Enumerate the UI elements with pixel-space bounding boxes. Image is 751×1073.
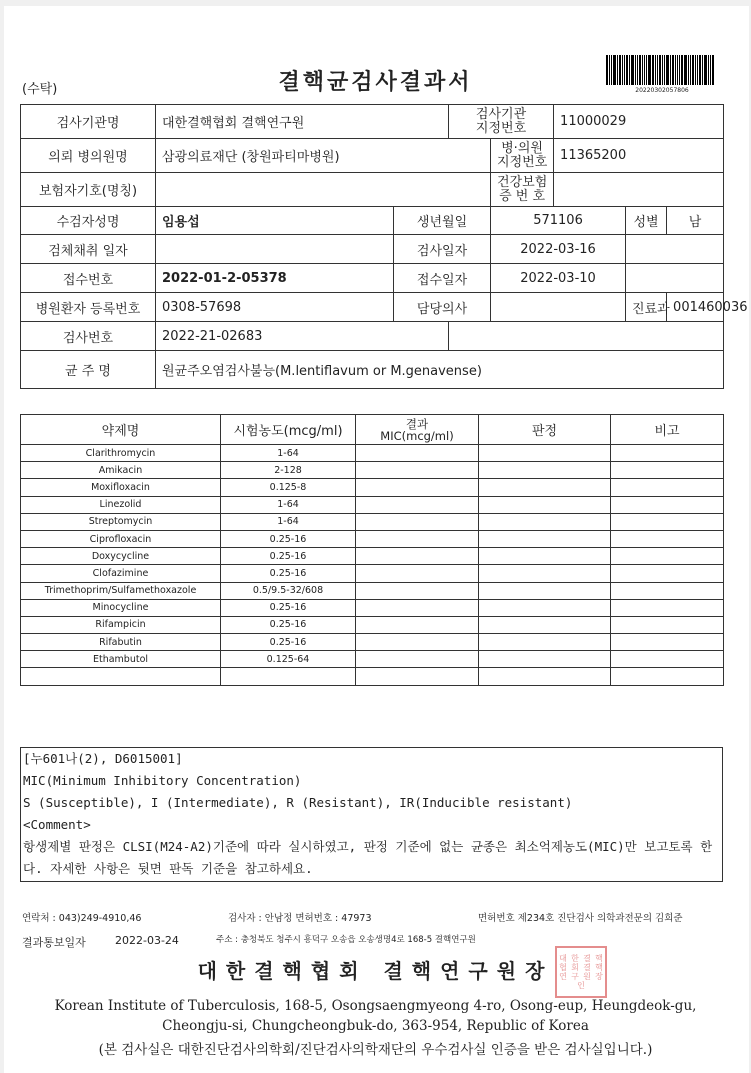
test-date-value: 2022-03-16 (491, 235, 626, 264)
drug-note (611, 565, 724, 582)
drug-judge (479, 565, 611, 582)
barcode-bar (639, 55, 641, 85)
drug-note (611, 616, 724, 633)
barcode-bar (672, 55, 674, 85)
drug-table (20, 414, 724, 686)
drug-conc: 0.25-16 (221, 634, 356, 651)
col-drug: 약제명 (21, 415, 221, 445)
barcode-bar (710, 55, 711, 85)
drug-note (611, 599, 724, 616)
barcode-bar (619, 55, 621, 85)
barcode-bar (704, 55, 707, 85)
reg-value: 0308-57698 (156, 293, 394, 322)
drug-judge (479, 616, 611, 633)
test-no-extra (449, 322, 724, 351)
test-date-label: 검사일자 (394, 235, 491, 264)
drug-name: Doxycycline (21, 548, 221, 565)
drug-name: Rifampicin (21, 616, 221, 633)
certification-text: (본 검사실은 대한진단검사의학회/진단검사의학재단의 우수검사실 인증을 받은 검사실입니다.) (98, 1042, 653, 1058)
drug-judge (479, 530, 611, 547)
address-en-line1: Korean Institute of Tuberculosis, 168-5, Osongsaengmyeong 4-ro, Osong-eup, Heungdeok-gu, (54, 998, 697, 1014)
barcode-bar (617, 55, 618, 85)
drug-name: Amikacin (21, 462, 221, 479)
barcode-bar (690, 55, 691, 85)
receipt-date-value: 2022-03-10 (491, 264, 626, 293)
comment-mic: MIC(Minimum Inhibitory Concentration) (23, 773, 302, 788)
drug-name: Linezolid (21, 496, 221, 513)
specialist-text: 면허번호 제234호 진단검사 의학과전문의 김희준 (478, 913, 683, 924)
drug-conc: 1-64 (221, 496, 356, 513)
drug-row (21, 582, 724, 599)
address-en-line2: Cheongju-si, Chungcheongbuk-do, 363-954, Republic of Korea (162, 1018, 589, 1034)
empty-cell (611, 668, 724, 685)
birth-label: 생년월일 (394, 207, 491, 235)
page-title: 결핵균검사결과서 (278, 70, 473, 95)
drug-result (356, 651, 479, 668)
barcode-bar (688, 55, 689, 85)
drug-judge (479, 651, 611, 668)
drug-name: Ethambutol (21, 651, 221, 668)
report-date-label: 결과통보일자 (22, 936, 86, 949)
drug-conc: 0.25-16 (221, 565, 356, 582)
barcode-bar (637, 55, 638, 85)
barcode-bar (606, 55, 608, 85)
drug-judge (479, 548, 611, 565)
contact-text: 연락처 : 043)249-4910,46 (22, 913, 142, 924)
insured-value (156, 173, 491, 207)
drug-conc: 0.25-16 (221, 548, 356, 565)
official-seal-icon: 대 한 결 핵 협 회 결 핵 연 구 원 장 인 (555, 946, 607, 998)
empty-cell (221, 668, 356, 685)
comment-body: 항생제별 판정은 CLSI(M24-A2)기준에 따라 실시하였고, 판정 기준에 없는 균종은 최소억제농도(MIC)만 보고토록 한다. 자세한 사항은 뒷면 판독 기준을 참고하세요. (23, 839, 713, 876)
barcode-bar (642, 55, 643, 85)
drug-result (356, 616, 479, 633)
drug-note (611, 530, 724, 547)
drug-result (356, 548, 479, 565)
col-conc: 시험농도(mcg/ml) (221, 415, 356, 445)
drug-conc: 0.5/9.5-32/608 (221, 582, 356, 599)
drug-row (21, 599, 724, 616)
drug-conc: 1-64 (221, 445, 356, 462)
barcode-bar (677, 55, 678, 85)
drug-result (356, 599, 479, 616)
barcode-bar (684, 55, 687, 85)
receipt-date-extra (626, 264, 724, 293)
hosp-code-value: 11365200 (554, 139, 724, 173)
dept-label: 진료과 (626, 293, 667, 322)
barcode-bar (679, 55, 680, 85)
drug-result (356, 496, 479, 513)
drug-name: Clofazimine (21, 565, 221, 582)
barcode-bar (666, 55, 669, 85)
drug-result (356, 565, 479, 582)
drug-conc: 0.25-16 (221, 616, 356, 633)
report-date-value: 2022-03-24 (115, 934, 179, 947)
organism-label: 균 주 명 (21, 351, 156, 389)
barcode-bar (659, 55, 661, 85)
drug-note (611, 634, 724, 651)
barcode-bar (681, 55, 683, 85)
drug-name: Ciprofloxacin (21, 530, 221, 547)
inst-code-label: 검사기관 지정번호 (449, 105, 554, 139)
drug-table-header (21, 415, 724, 445)
hosp-code-label: 병·의원 지정번호 (491, 139, 554, 173)
drug-row (21, 479, 724, 496)
drug-row (21, 565, 724, 582)
drug-name: Moxifloxacin (21, 479, 221, 496)
inst-label: 검사기관명 (21, 105, 156, 139)
info-table (20, 104, 748, 389)
drug-note (611, 548, 724, 565)
drug-note (611, 479, 724, 496)
drug-name: Trimethoprim/Sulfamethoxazole (21, 582, 221, 599)
address-kr: 주소 : 충청북도 청주시 흥덕구 오송읍 오송생명4로 168-5 결핵연구원 (216, 935, 476, 945)
drug-note (611, 582, 724, 599)
drug-row (21, 548, 724, 565)
patient-value: 임용섭 (156, 207, 394, 235)
barcode-bar (609, 55, 610, 85)
patient-label: 수검자성명 (21, 207, 156, 235)
drug-result (356, 530, 479, 547)
sex-label: 성별 (626, 207, 667, 235)
doctor-value (491, 293, 626, 322)
barcode-bar (648, 55, 651, 85)
barcode-bar (670, 55, 671, 85)
drug-judge (479, 513, 611, 530)
barcode-bar (699, 55, 701, 85)
sex-value: 남 (667, 207, 724, 235)
drug-name: Streptomycin (21, 513, 221, 530)
drug-conc: 1-64 (221, 513, 356, 530)
comment-heading: <Comment> (23, 817, 91, 832)
test-no-label: 검사번호 (21, 322, 156, 351)
barcode-bar (702, 55, 703, 85)
drug-row (21, 616, 724, 633)
drug-result (356, 582, 479, 599)
drug-note (611, 513, 724, 530)
comment-legend: S (Susceptible), I (Intermediate), R (Resistant), IR(Inducible resistant) (23, 795, 573, 810)
drug-note (611, 496, 724, 513)
barcode-bar (662, 55, 663, 85)
empty-cell (479, 668, 611, 685)
col-judge: 판정 (479, 415, 611, 445)
drug-row (21, 513, 724, 530)
drug-conc: 2-128 (221, 462, 356, 479)
drug-judge (479, 479, 611, 496)
barcode-bar (626, 55, 628, 85)
tester-text: 검사자 : 안남정 면허번호 : 47973 (228, 913, 372, 924)
barcode-bar (692, 55, 694, 85)
barcode-bar (652, 55, 654, 85)
receipt-value: 2022-01-2-05378 (156, 264, 394, 293)
drug-row (21, 496, 724, 513)
barcode-bar (675, 55, 676, 85)
organism-value: 원균주오염검사불능(M.lentiflavum or M.genavense) (156, 351, 724, 389)
col-note: 비고 (611, 415, 724, 445)
drug-note (611, 445, 724, 462)
drug-row (21, 634, 724, 651)
drug-judge (479, 462, 611, 479)
drug-note (611, 462, 724, 479)
drug-result (356, 479, 479, 496)
comment-code: [누601나(2), D6015001] (23, 751, 183, 766)
barcode-bar (655, 55, 656, 85)
drug-result (356, 445, 479, 462)
drug-note (611, 651, 724, 668)
drug-conc: 0.25-16 (221, 599, 356, 616)
barcode-number: 20220302057806 (635, 87, 689, 94)
doctor-label: 담당의사 (394, 293, 491, 322)
drug-conc: 0.125-64 (221, 651, 356, 668)
drug-result (356, 634, 479, 651)
barcode-bar (635, 55, 636, 85)
drug-judge (479, 582, 611, 599)
director-signature: 대한결핵협회 결핵연구원장 (197, 959, 554, 983)
drug-judge (479, 599, 611, 616)
comment-box (20, 747, 723, 882)
barcode-bar (631, 55, 634, 85)
drug-judge (479, 496, 611, 513)
barcode-bar (697, 55, 698, 85)
barcode-bar (624, 55, 625, 85)
inst-value: 대한결핵협회 결핵연구원 (156, 105, 449, 139)
col-result: 결과 MIC(mcg/ml) (356, 415, 479, 445)
test-date-extra (626, 235, 724, 264)
health-ins-label: 건강보험 증 번 호 (491, 173, 554, 207)
empty-cell (21, 668, 221, 685)
barcode (606, 55, 718, 85)
barcode-bar (644, 55, 645, 85)
drug-name: Rifabutin (21, 634, 221, 651)
insured-label: 보험자기호(명칭) (21, 173, 156, 207)
drug-row (21, 462, 724, 479)
barcode-bar (611, 55, 612, 85)
barcode-bar (712, 55, 714, 85)
collect-label: 검체채취 일자 (21, 235, 156, 264)
reg-label: 병원환자 등록번호 (21, 293, 156, 322)
receipt-date-label: 접수일자 (394, 264, 491, 293)
barcode-bar (657, 55, 658, 85)
barcode-bar (664, 55, 665, 85)
barcode-bar (646, 55, 647, 85)
drug-conc: 0.125-8 (221, 479, 356, 496)
drug-result (356, 513, 479, 530)
drug-judge (479, 445, 611, 462)
barcode-bar (695, 55, 696, 85)
drug-row-empty (21, 668, 724, 685)
hospital-label: 의뢰 병의원명 (21, 139, 156, 173)
consign-label: (수탁) (22, 82, 58, 97)
drug-conc: 0.25-16 (221, 530, 356, 547)
drug-name: Minocycline (21, 599, 221, 616)
hospital-value: 삼광의료재단 (창원파티마병원) (156, 139, 491, 173)
drug-row (21, 445, 724, 462)
collect-value (156, 235, 394, 264)
inst-code-value: 11000029 (554, 105, 724, 139)
barcode-bar (613, 55, 616, 85)
barcode-bar (622, 55, 623, 85)
drug-row (21, 530, 724, 547)
barcode-bar (629, 55, 630, 85)
drug-judge (479, 634, 611, 651)
health-ins-value (554, 173, 724, 207)
barcode-bar (708, 55, 709, 85)
drug-row (21, 651, 724, 668)
receipt-label: 접수번호 (21, 264, 156, 293)
test-no-value: 2022-21-02683 (156, 322, 449, 351)
empty-cell (356, 668, 479, 685)
drug-result (356, 462, 479, 479)
drug-name: Clarithromycin (21, 445, 221, 462)
dept-value: 001460036 (667, 293, 724, 322)
birth-value: 571106 (491, 207, 626, 235)
